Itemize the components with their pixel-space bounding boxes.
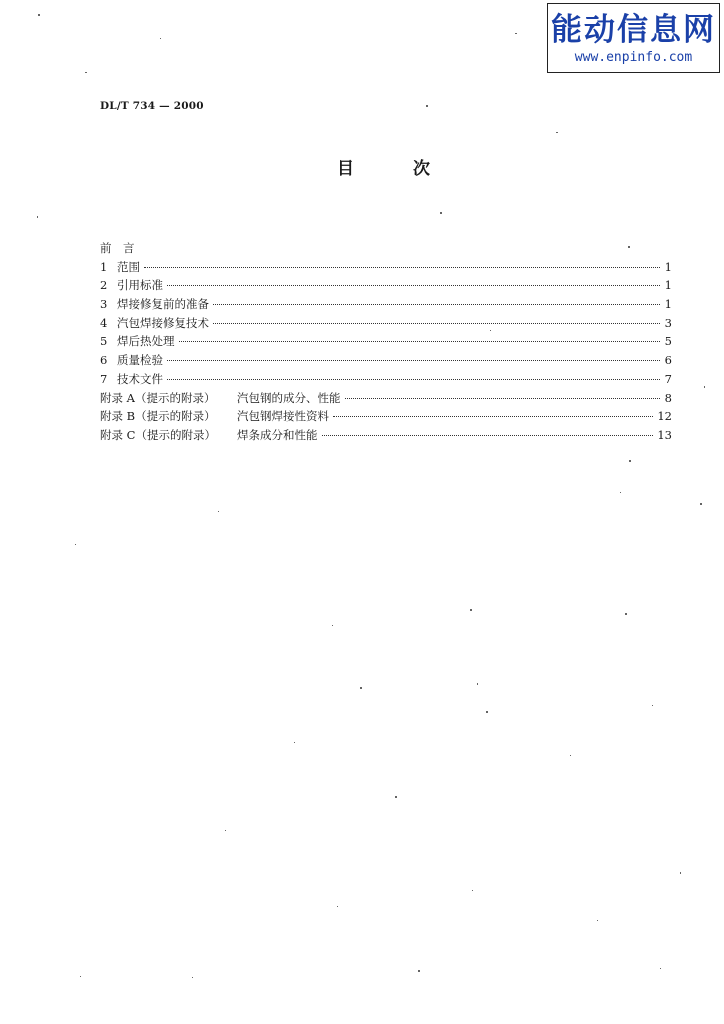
toc-leader-dots: [213, 323, 660, 324]
toc-item-number: 1: [100, 259, 108, 274]
scan-speck: [472, 890, 473, 891]
scan-speck: [597, 920, 598, 921]
scan-speck: [440, 212, 442, 214]
toc-appendix-title: 汽包钢焊接性资料: [237, 409, 329, 424]
toc-item[interactable]: [100, 333, 672, 352]
scan-speck: [75, 544, 76, 545]
toc-item-page: 6: [664, 353, 672, 368]
scan-speck: [360, 687, 362, 689]
scan-speck: [37, 216, 38, 218]
toc-leader-dots: [144, 267, 660, 268]
scan-speck: [332, 625, 333, 626]
toc-preface[interactable]: [100, 240, 672, 259]
scan-speck: [477, 683, 478, 685]
toc-item[interactable]: [100, 259, 672, 278]
scan-speck: [38, 14, 40, 16]
scan-speck: [490, 330, 491, 331]
scan-speck: [426, 105, 428, 107]
toc-leader-dots: [167, 360, 660, 361]
toc-item[interactable]: [100, 371, 672, 390]
scan-speck: [556, 132, 558, 133]
table-of-contents: [100, 240, 672, 446]
toc-item-page: 1: [664, 297, 672, 312]
scan-speck: [470, 609, 472, 611]
toc-item-page: 1: [664, 259, 672, 274]
scan-speck: [486, 711, 488, 713]
toc-leader-dots: [345, 398, 661, 399]
toc-appendix-prefix: 附录 A（提示的附录）: [100, 390, 216, 405]
scan-speck: [625, 613, 627, 615]
scan-speck: [395, 796, 397, 798]
toc-leader-dots: [167, 285, 660, 286]
scan-speck: [160, 38, 161, 39]
toc-appendix-page: 8: [664, 390, 672, 405]
scan-speck: [704, 386, 705, 388]
title-char-2: 次: [413, 159, 430, 179]
toc-leader-dots: [322, 435, 654, 436]
toc-leader-dots: [167, 379, 660, 380]
toc-item-title: 焊后热处理: [117, 334, 175, 349]
toc-item-title: 质量检验: [117, 353, 163, 368]
toc-item-title: 技术文件: [117, 371, 163, 386]
toc-item-number: 3: [100, 297, 108, 312]
scan-speck: [337, 906, 338, 907]
page-title: [0, 150, 724, 178]
scan-speck: [80, 976, 81, 977]
toc-item-title: 焊接修复前的准备: [117, 297, 209, 312]
scan-speck: [218, 511, 219, 512]
toc-item-title: 引用标准: [117, 278, 163, 293]
toc-item-title: 汽包焊接修复技术: [117, 315, 209, 330]
toc-item[interactable]: [100, 277, 672, 296]
toc-leader-dots: [333, 416, 653, 417]
toc-appendix[interactable]: [100, 427, 672, 446]
watermark-title: 能动信息网: [551, 12, 716, 48]
scan-speck: [620, 492, 621, 493]
toc-appendix-page: 13: [657, 427, 672, 442]
toc-item-number: 6: [100, 353, 108, 368]
toc-item-number: 4: [100, 315, 108, 330]
toc-item-number: 2: [100, 278, 108, 293]
scan-speck: [680, 872, 681, 874]
toc-item-number: 5: [100, 334, 108, 349]
scan-speck: [294, 742, 295, 743]
toc-item-page: 1: [664, 278, 672, 293]
toc-leader-dots: [179, 341, 661, 342]
toc-item-page: 3: [664, 315, 672, 330]
scan-speck: [660, 968, 661, 969]
toc-item[interactable]: [100, 296, 672, 315]
toc-appendix[interactable]: [100, 408, 672, 427]
toc-leader-dots: [213, 304, 660, 305]
site-watermark-logo: [547, 3, 720, 73]
toc-item-number: 7: [100, 371, 108, 386]
toc-appendix-prefix: 附录 B（提示的附录）: [100, 409, 216, 424]
document-number: DL/T 734 — 2000: [100, 100, 204, 112]
scan-speck: [225, 830, 226, 831]
toc-appendix-prefix: 附录 C（提示的附录）: [100, 427, 216, 442]
scan-speck: [418, 970, 420, 972]
toc-appendix-page: 12: [657, 409, 672, 424]
scan-speck: [652, 705, 653, 706]
scan-speck: [570, 755, 571, 756]
toc-item-title: 范围: [117, 259, 140, 274]
title-char-1: 目: [337, 159, 354, 179]
toc-preface-label: 前 言: [100, 241, 135, 255]
toc-appendix-title: 汽包钢的成分、性能: [237, 390, 341, 405]
scan-speck: [628, 246, 630, 248]
scan-speck: [192, 977, 193, 978]
scan-speck: [515, 33, 517, 34]
toc-appendix[interactable]: [100, 390, 672, 409]
toc-item[interactable]: [100, 315, 672, 334]
scan-speck: [629, 460, 631, 462]
scan-speck: [700, 503, 702, 505]
toc-item-page: 7: [664, 371, 672, 386]
toc-item[interactable]: [100, 352, 672, 371]
scan-speck: [85, 72, 87, 73]
toc-appendix-title: 焊条成分和性能: [237, 427, 318, 442]
watermark-url: www.enpinfo.com: [574, 50, 693, 65]
toc-item-page: 5: [664, 334, 672, 349]
